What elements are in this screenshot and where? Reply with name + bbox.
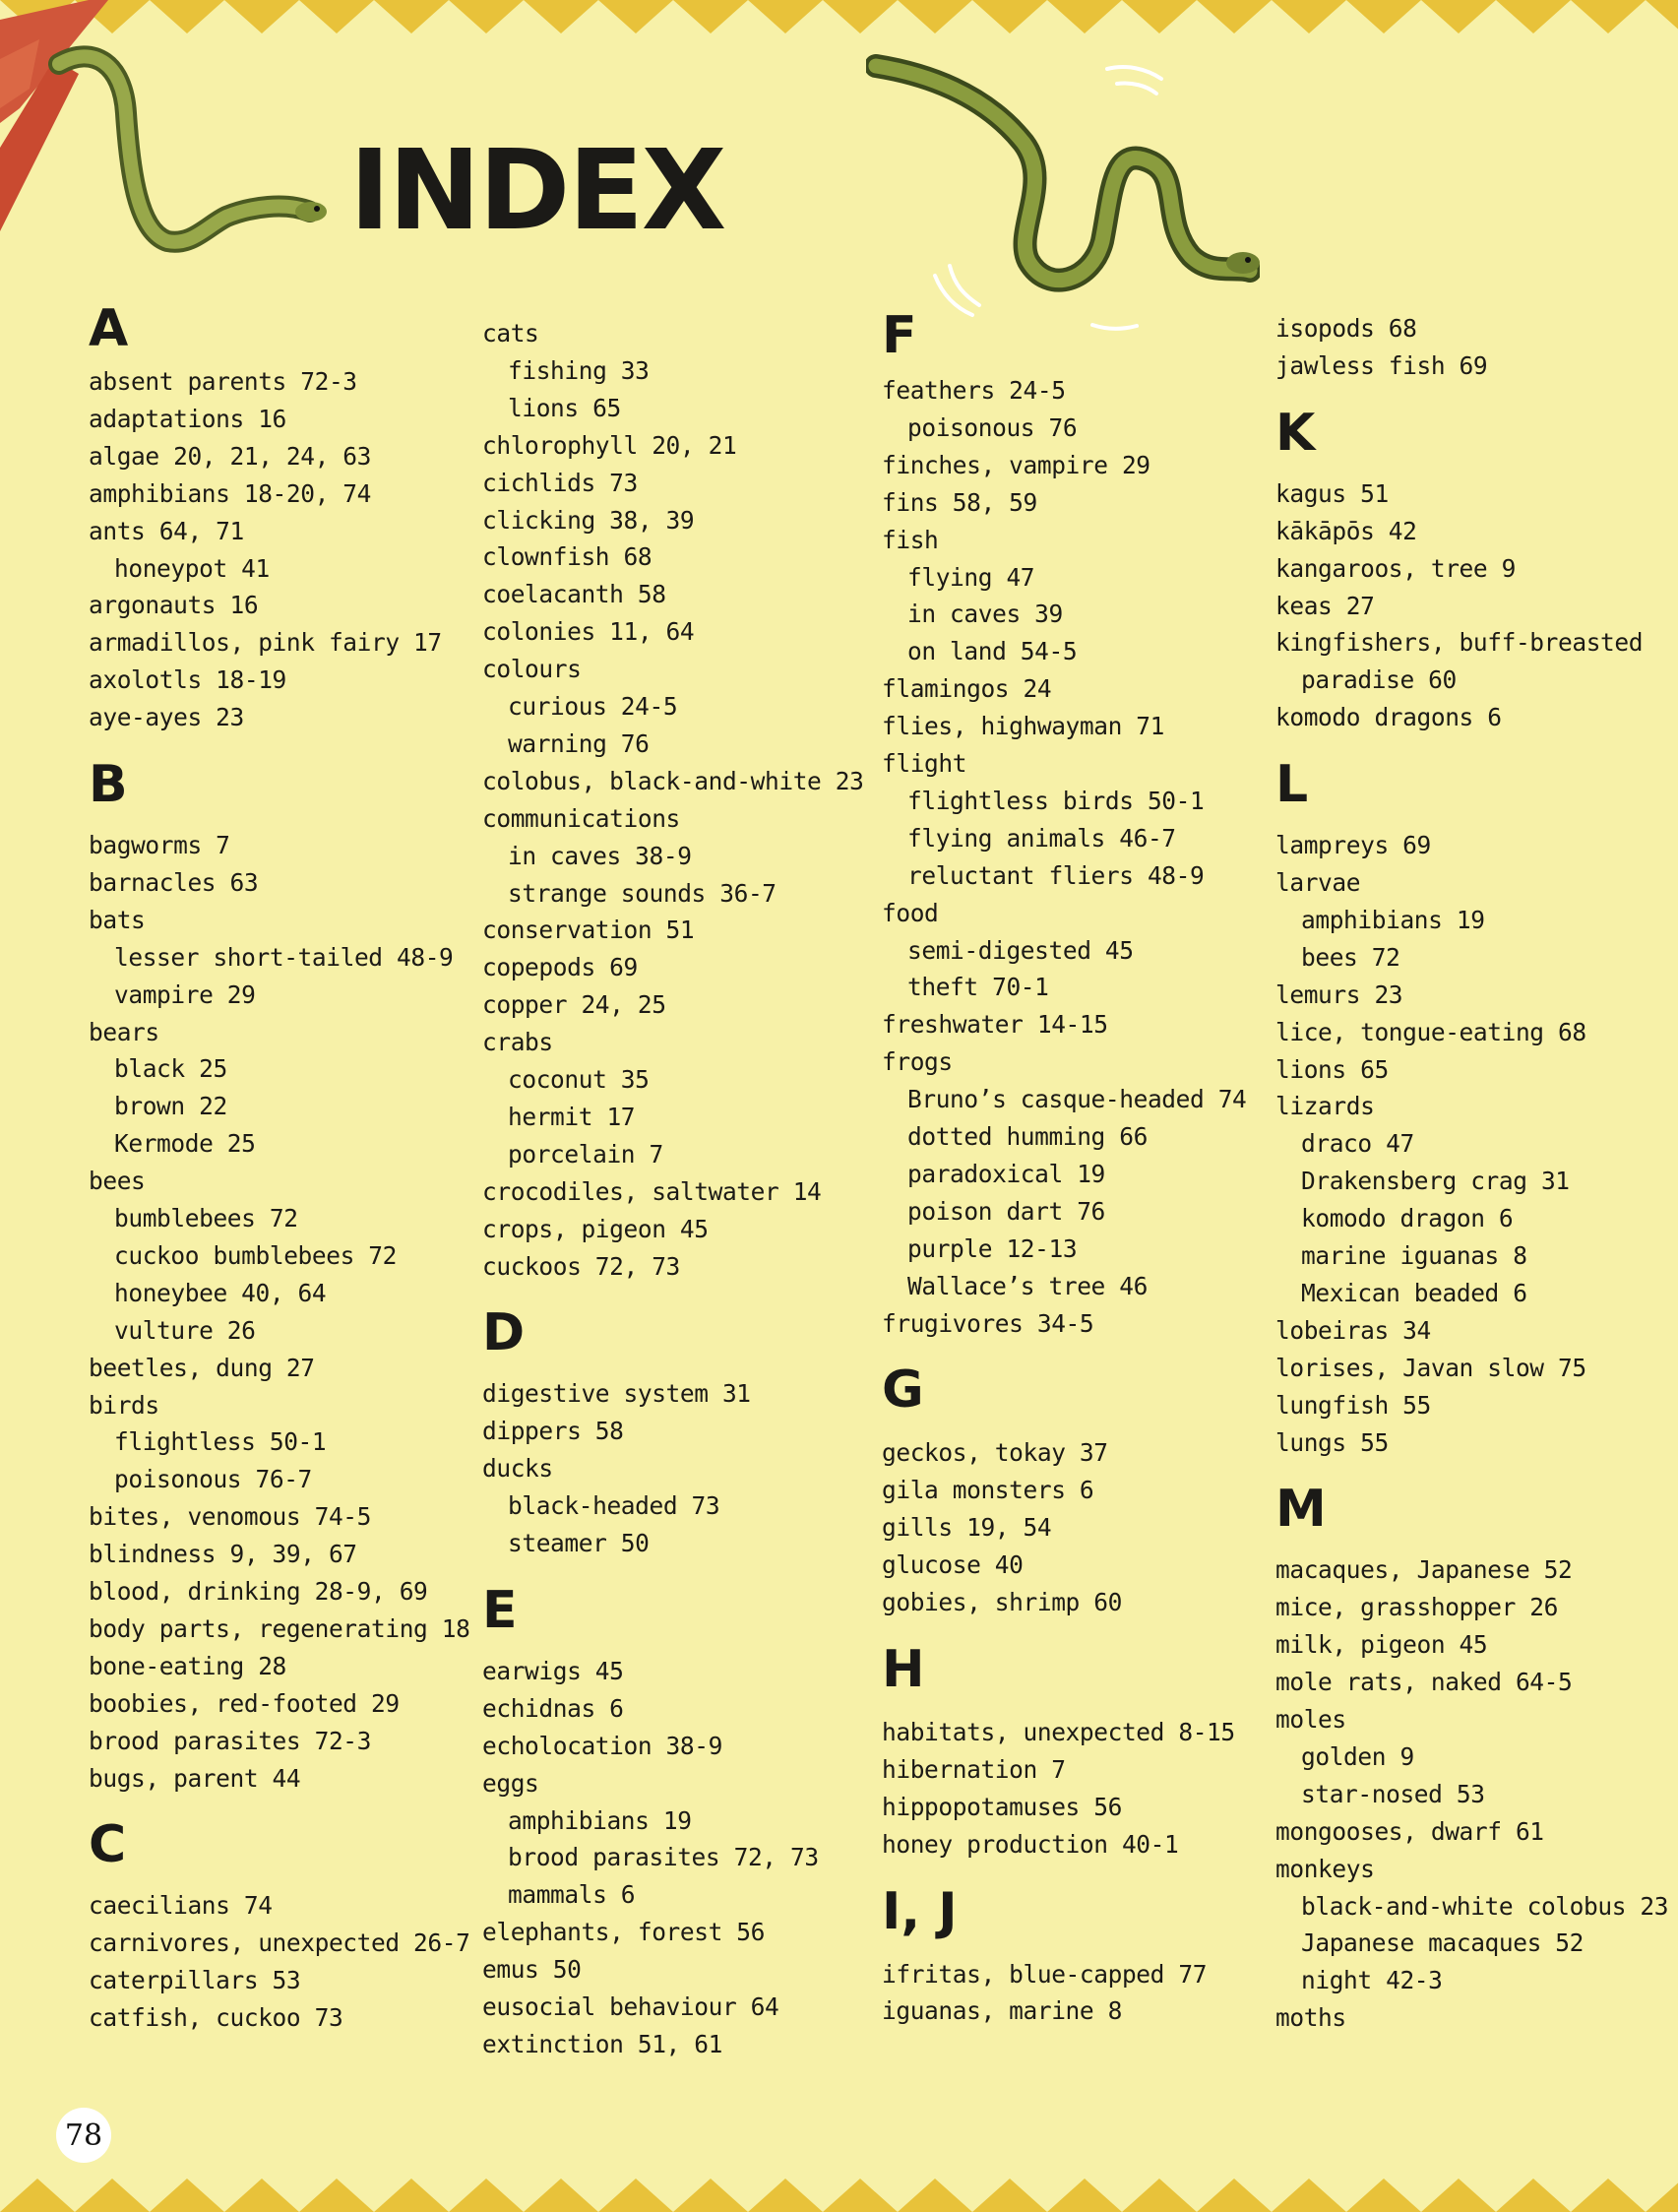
index-entry: frogs [882,1047,953,1077]
index-subentry: honeypot 41 [114,553,270,583]
index-subentry: dotted humming 66 [907,1122,1148,1151]
index-entry: bears [89,1017,159,1046]
index-entry: gobies, shrimp 60 [882,1588,1122,1616]
index-entry: dippers 58 [482,1417,624,1446]
index-entry: copepods 69 [482,953,638,982]
index-entry: coelacanth 58 [482,580,666,609]
index-entry: crops, pigeon 45 [482,1214,709,1243]
index-entry: lorises, Javan slow 75 [1275,1353,1586,1382]
index-entry: eusocial behaviour 64 [482,1992,779,2021]
index-entry: iguanas, marine 8 [882,1996,1122,2026]
index-entry: copper 24, 25 [482,990,666,1020]
index-entry: lizards [1275,1092,1375,1121]
index-entry: glucose 40 [882,1550,1024,1580]
index-entry: blindness 9, 39, 67 [89,1540,357,1569]
index-subentry: vulture 26 [114,1315,256,1345]
index-entry: bats [89,905,146,934]
index-entry: brood parasites 72-3 [89,1726,372,1755]
index-entry: caterpillars 53 [89,1966,301,1995]
section-letter: I, J [882,1881,958,1941]
index-entry: cichlids 73 [482,468,638,497]
index-entry: birds [89,1390,159,1420]
index-entry: axolotls 18-19 [89,665,286,695]
index-subentry: night 42-3 [1301,1966,1443,1995]
green-snake-illustration-left [20,44,335,271]
index-subentry: draco 47 [1301,1129,1414,1159]
index-entry: finches, vampire 29 [882,450,1150,479]
section-letter: E [482,1580,518,1640]
index-entry: argonauts 16 [89,591,259,620]
index-subentry: purple 12-13 [907,1233,1078,1263]
index-subentry: theft 70-1 [907,973,1049,1002]
index-entry: body parts, regenerating 18 [89,1613,470,1643]
index-subentry: flightless birds 50-1 [907,786,1205,815]
index-entry: extinction 51, 61 [482,2029,722,2058]
index-entry: kangaroos, tree 9 [1275,553,1516,583]
index-entry: lice, tongue-eating 68 [1275,1017,1586,1046]
index-entry: colours [482,655,582,684]
section-letter: C [89,1815,127,1875]
section-letter: G [882,1360,924,1421]
section-letter: L [1275,755,1309,815]
index-subentry: lesser short-tailed 48-9 [114,942,454,972]
index-entry: boobies, red-footed 29 [89,1688,400,1718]
section-letter: K [1275,403,1316,463]
index-subentry: Wallace’s tree 46 [907,1271,1148,1300]
top-zigzag-border [0,0,1678,33]
index-subentry: black-headed 73 [508,1491,720,1521]
section-letter: B [89,755,128,814]
index-entry: barnacles 63 [89,867,259,897]
index-entry: flies, highwayman 71 [882,712,1165,741]
index-entry: isopods 68 [1275,314,1417,343]
index-entry: blood, drinking 28-9, 69 [89,1577,428,1606]
index-entry: communications [482,803,680,833]
section-letter: F [882,306,917,365]
index-subentry: Japanese macaques 52 [1301,1928,1585,1958]
index-entry: bees [89,1167,146,1196]
index-subentry: mammals 6 [508,1880,636,1910]
index-subentry: coconut 35 [508,1065,650,1094]
index-entry: moths [1275,2003,1346,2033]
index-entry: absent parents 72-3 [89,367,357,396]
index-entry: elephants, forest 56 [482,1918,766,1947]
index-entry: keas 27 [1275,591,1375,620]
index-subentry: poisonous 76-7 [114,1465,312,1494]
index-entry: carnivores, unexpected 26-7 [89,1928,470,1958]
index-entry: caecilians 74 [89,1891,273,1921]
section-letter: D [482,1303,526,1363]
page-number [56,2108,111,2163]
index-entry: earwigs 45 [482,1656,624,1685]
index-entry: mongooses, dwarf 61 [1275,1816,1544,1846]
index-entry: mole rats, naked 64-5 [1275,1668,1573,1697]
index-subentry: brown 22 [114,1092,227,1121]
index-entry: lungs 55 [1275,1427,1389,1457]
index-subentry: warning 76 [508,728,650,758]
index-entry: food [882,898,939,927]
index-entry: colonies 11, 64 [482,617,695,647]
index-entry: crabs [482,1028,553,1057]
index-entry: komodo dragons 6 [1275,703,1502,732]
index-entry: habitats, unexpected 8-15 [882,1717,1235,1746]
section-letter: A [89,299,129,358]
index-entry: ducks [482,1454,553,1484]
index-subentry: flightless 50-1 [114,1427,327,1457]
index-entry: emus 50 [482,1955,582,1985]
index-entry: catfish, cuckoo 73 [89,2003,343,2033]
bottom-zigzag-border [0,2179,1678,2212]
index-entry: echolocation 38-9 [482,1731,722,1760]
index-entry: ifritas, blue-capped 77 [882,1959,1208,1989]
index-entry: freshwater 14-15 [882,1010,1108,1040]
index-entry: clownfish 68 [482,542,653,572]
index-subentry: poison dart 76 [907,1196,1105,1226]
index-subentry: flying animals 46-7 [907,823,1176,853]
index-entry: milk, pigeon 45 [1275,1630,1488,1660]
index-subentry: star-nosed 53 [1301,1779,1485,1808]
index-entry: clicking 38, 39 [482,505,695,535]
index-entry: flight [882,749,967,778]
index-subentry: golden 9 [1301,1741,1414,1771]
index-subentry: poisonous 76 [907,412,1078,442]
index-subentry: honeybee 40, 64 [114,1278,327,1307]
index-entry: eggs [482,1768,539,1798]
index-entry: lampreys 69 [1275,831,1431,860]
index-entry: kākāpōs 42 [1275,516,1417,545]
index-subentry: porcelain 7 [508,1139,663,1169]
index-subentry: lions 65 [508,393,621,422]
index-subentry: marine iguanas 8 [1301,1241,1527,1270]
index-entry: monkeys [1275,1854,1375,1883]
index-entry: conservation 51 [482,916,695,945]
index-subentry: fishing 33 [508,355,650,385]
index-entry: bagworms 7 [89,831,230,859]
index-subentry: Bruno’s casque-headed 74 [907,1085,1247,1114]
index-entry: gills 19, 54 [882,1513,1052,1543]
index-subentry: Kermode 25 [114,1129,256,1159]
index-entry: armadillos, pink fairy 17 [89,628,442,658]
index-entry: gila monsters 6 [882,1476,1094,1505]
index-entry: frugivores 34-5 [882,1308,1094,1338]
index-entry: hibernation 7 [882,1754,1066,1784]
index-entry: feathers 24-5 [882,376,1066,405]
index-subentry: Mexican beaded 6 [1301,1278,1527,1307]
index-subentry: cuckoo bumblebees 72 [114,1240,398,1270]
index-subentry: on land 54-5 [907,637,1078,666]
index-subentry: hermit 17 [508,1102,636,1131]
index-entry: digestive system 31 [482,1379,751,1409]
index-subentry: paradoxical 19 [907,1159,1105,1188]
index-subentry: in caves 39 [907,600,1063,629]
page-number-text: 78 [64,2117,103,2153]
index-subentry: semi-digested 45 [907,935,1134,965]
index-subentry: brood parasites 72, 73 [508,1843,819,1872]
index-subentry: amphibians 19 [508,1805,692,1835]
index-entry: hippopotamuses 56 [882,1792,1122,1821]
index-subentry: komodo dragon 6 [1301,1204,1514,1233]
index-entry: kingfishers, buff-breasted [1275,628,1644,658]
index-entry: fish [882,525,939,554]
index-entry: mice, grasshopper 26 [1275,1593,1559,1622]
index-entry: adaptations 16 [89,404,286,433]
page-title: INDEX [349,127,725,255]
index-entry: geckos, tokay 37 [882,1438,1108,1468]
index-subentry: curious 24-5 [508,692,678,721]
index-entry: bugs, parent 44 [89,1763,301,1793]
index-subentry: amphibians 19 [1301,905,1485,934]
index-subentry: paradise 60 [1301,665,1457,695]
index-entry: kagus 51 [1275,478,1389,508]
index-entry: ants 64, 71 [89,516,244,545]
index-entry: beetles, dung 27 [89,1353,315,1382]
index-entry: algae 20, 21, 24, 63 [89,441,372,471]
index-subentry: in caves 38-9 [508,841,692,870]
index-subentry: flying 47 [907,562,1035,592]
index-entry: aye-ayes 23 [89,703,244,732]
index-entry: fins 58, 59 [882,487,1037,517]
section-letter: M [1275,1480,1327,1540]
index-entry: bone-eating 28 [89,1651,286,1680]
index-entry: amphibians 18-20, 74 [89,478,372,508]
index-subentry: black 25 [114,1054,227,1084]
index-entry: bites, venomous 74-5 [89,1502,372,1532]
index-subentry: bees 72 [1301,942,1400,972]
index-entry: macaques, Japanese 52 [1275,1555,1573,1585]
index-entry: lungfish 55 [1275,1390,1431,1420]
index-subentry: steamer 50 [508,1529,650,1557]
index-entry: lobeiras 34 [1275,1315,1431,1345]
index-subentry: Drakensberg crag 31 [1301,1167,1570,1196]
index-entry: larvae [1275,868,1361,897]
index-subentry: reluctant fliers 48-9 [907,860,1205,890]
index-subentry: bumblebees 72 [114,1204,298,1232]
index-entry: moles [1275,1705,1346,1734]
index-entry: crocodiles, saltwater 14 [482,1176,822,1206]
index-subentry: vampire 29 [114,980,256,1009]
index-entry: colobus, black-and-white 23 [482,766,864,795]
index-entry: chlorophyll 20, 21 [482,430,737,460]
section-letter: H [882,1639,925,1699]
index-entry: cats [482,319,539,348]
index-entry: echidnas 6 [482,1693,624,1723]
index-entry: flamingos 24 [882,674,1052,704]
index-subentry: strange sounds 36-7 [508,878,777,908]
index-entry: honey production 40-1 [882,1829,1179,1859]
index-entry: lions 65 [1275,1054,1389,1084]
green-snake-illustration-right [866,54,1260,349]
index-entry: lemurs 23 [1275,980,1403,1009]
index-subentry: black-and-white colobus 23 [1301,1891,1669,1921]
index-entry: jawless fish 69 [1275,350,1488,380]
index-entry: cuckoos 72, 73 [482,1251,680,1281]
